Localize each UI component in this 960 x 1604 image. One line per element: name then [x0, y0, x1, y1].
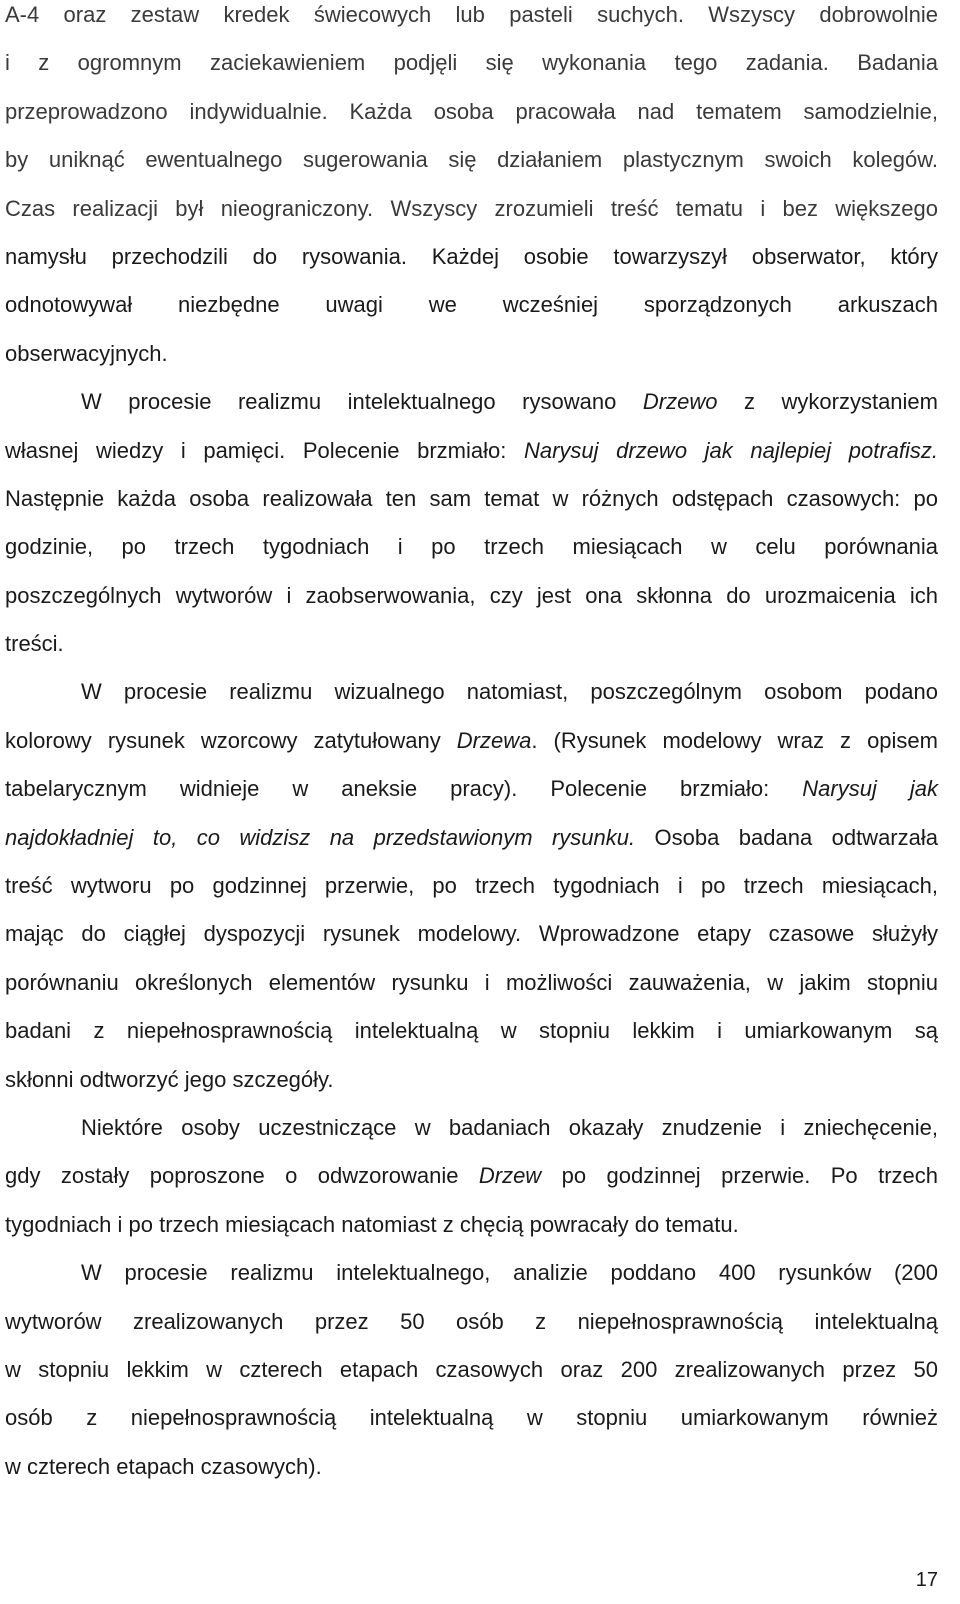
- text-segment: treść wytworu po godzinnej przerwie, po trzech tygodniach i po trzech miesiącach,: [5, 873, 938, 899]
- text-segment: A-4 oraz zestaw kredek świecowych lub pasteli suchych. Wszyscy dobrowolnie: [5, 2, 938, 27]
- text-segment: badani z niepełnosprawnością intelektualną w stopniu lekkim i umiarkowanym są: [5, 1018, 938, 1044]
- italic-text: Drzewo: [642, 389, 718, 415]
- text-segment: w czterech etapach czasowych).: [5, 1453, 322, 1479]
- text-line: [5, 968, 938, 1016]
- text-line: [5, 0, 938, 48]
- text-segment: namysłu przechodzili do rysowania. Każdej osobie towarzyszył obserwator, który: [5, 243, 938, 269]
- text-segment: Czas realizacji był nieograniczony. Wszyscy zrozumieli treść tematu i bez większego: [5, 195, 938, 221]
- text-line: [5, 581, 938, 629]
- text-line: [5, 677, 938, 725]
- text-segment: treści.: [5, 631, 64, 657]
- text-segment: kolorowy rysunek wzorcowy zatytułowany: [5, 727, 457, 753]
- text-segment: poszczególnych wytworów i zaobserwowania, czy jest ona skłonna do urozmaicenia ich: [5, 582, 938, 608]
- text-line: [5, 726, 938, 774]
- text-segment: skłonni odtworzyć jego szczegóły.: [5, 1066, 334, 1092]
- text-line: [5, 919, 938, 967]
- text-line: [5, 48, 938, 96]
- text-segment: osób z niepełnosprawnością intelektualną w stopniu umiarkowanym również: [5, 1405, 938, 1431]
- italic-text: Narysuj drzewo jak najlepiej potrafisz.: [523, 437, 938, 463]
- text-segment: porównaniu określonych elementów rysunku i możliwości zauważenia, w jakim stopniu: [5, 969, 938, 995]
- text-line: [5, 484, 938, 532]
- text-segment: godzinie, po trzech tygodniach i po trzech miesiącach w celu porównania: [5, 534, 938, 560]
- text-segment: gdy zostały poproszone o odwzorowanie: [5, 1163, 479, 1189]
- text-line: [5, 1065, 938, 1113]
- italic-text: Drzew: [478, 1163, 542, 1189]
- text-line: [5, 1161, 938, 1209]
- text-segment: W procesie realizmu intelektualnego rysowano: [81, 389, 643, 415]
- text-line: [5, 1355, 938, 1403]
- text-line: [5, 242, 938, 290]
- text-line: [5, 532, 938, 580]
- text-line: [5, 97, 938, 145]
- document-body: [5, 0, 938, 1500]
- text-segment: Niektóre osoby uczestniczące w badaniach okazały znudzenie i zniechęcenie,: [81, 1114, 938, 1140]
- text-segment: i z ogromnym zaciekawieniem podjęli się wykonania tego zadania. Badania: [5, 50, 938, 76]
- text-segment: . (Rysunek modelowy wraz z opisem: [531, 727, 938, 753]
- text-line: [5, 436, 938, 484]
- text-segment: przeprowadzono indywidualnie. Każda osoba pracowała nad tematem samodzielnie,: [5, 98, 938, 124]
- text-segment: po godzinnej przerwie. Po trzech: [541, 1163, 938, 1189]
- text-line: [5, 823, 938, 871]
- text-line: [5, 774, 938, 822]
- text-segment: odnotowywał niezbędne uwagi we wcześniej sporządzonych arkuszach: [5, 292, 938, 318]
- italic-text: Narysuj jak: [802, 776, 938, 802]
- text-line: [5, 1016, 938, 1064]
- text-segment: tabelarycznym widnieje w aneksie pracy). Polecenie brzmiało:: [5, 776, 803, 802]
- text-segment: własnej wiedzy i pamięci. Polecenie brzmiało:: [5, 437, 524, 463]
- text-segment: Osoba badana odtwarzała: [635, 824, 938, 850]
- text-segment: obserwacyjnych.: [5, 340, 168, 366]
- text-line: [5, 1403, 938, 1451]
- text-line: [5, 1210, 938, 1258]
- text-segment: z wykorzystaniem: [717, 389, 938, 415]
- text-line: [5, 194, 938, 242]
- text-segment: Następnie każda osoba realizowała ten sam temat w różnych odstępach czasowych: po: [5, 485, 938, 511]
- text-segment: tygodniach i po trzech miesiącach natomiast z chęcią powracały do tematu.: [5, 1211, 739, 1237]
- text-segment: w stopniu lekkim w czterech etapach czasowych oraz 200 zrealizowanych przez 50: [5, 1356, 938, 1382]
- text-line: [5, 1258, 938, 1306]
- text-segment: wytworów zrealizowanych przez 50 osób z niepełnosprawnością intelektualną: [5, 1308, 938, 1334]
- text-line: [5, 629, 938, 677]
- text-line: [5, 339, 938, 387]
- text-line: [5, 145, 938, 193]
- text-line: [5, 1452, 938, 1500]
- text-line: [5, 871, 938, 919]
- text-segment: by uniknąć ewentualnego sugerowania się działaniem plastycznym swoich kolegów.: [5, 147, 938, 173]
- text-segment: mając do ciągłej dyspozycji rysunek modelowy. Wprowadzone etapy czasowe służyły: [5, 921, 938, 947]
- text-line: [5, 1307, 938, 1355]
- text-segment: W procesie realizmu wizualnego natomiast, poszczególnym osobom podano: [81, 679, 938, 705]
- text-line: [5, 1113, 938, 1161]
- text-line: [5, 290, 938, 338]
- page-number: 17: [915, 1569, 938, 1591]
- italic-text: Drzewa: [456, 727, 532, 753]
- italic-text: najdokładniej to, co widzisz na przedstawionym rysunku.: [5, 824, 636, 850]
- text-segment: W procesie realizmu intelektualnego, analizie poddano 400 rysunków (200: [81, 1260, 938, 1286]
- text-line: [5, 387, 938, 435]
